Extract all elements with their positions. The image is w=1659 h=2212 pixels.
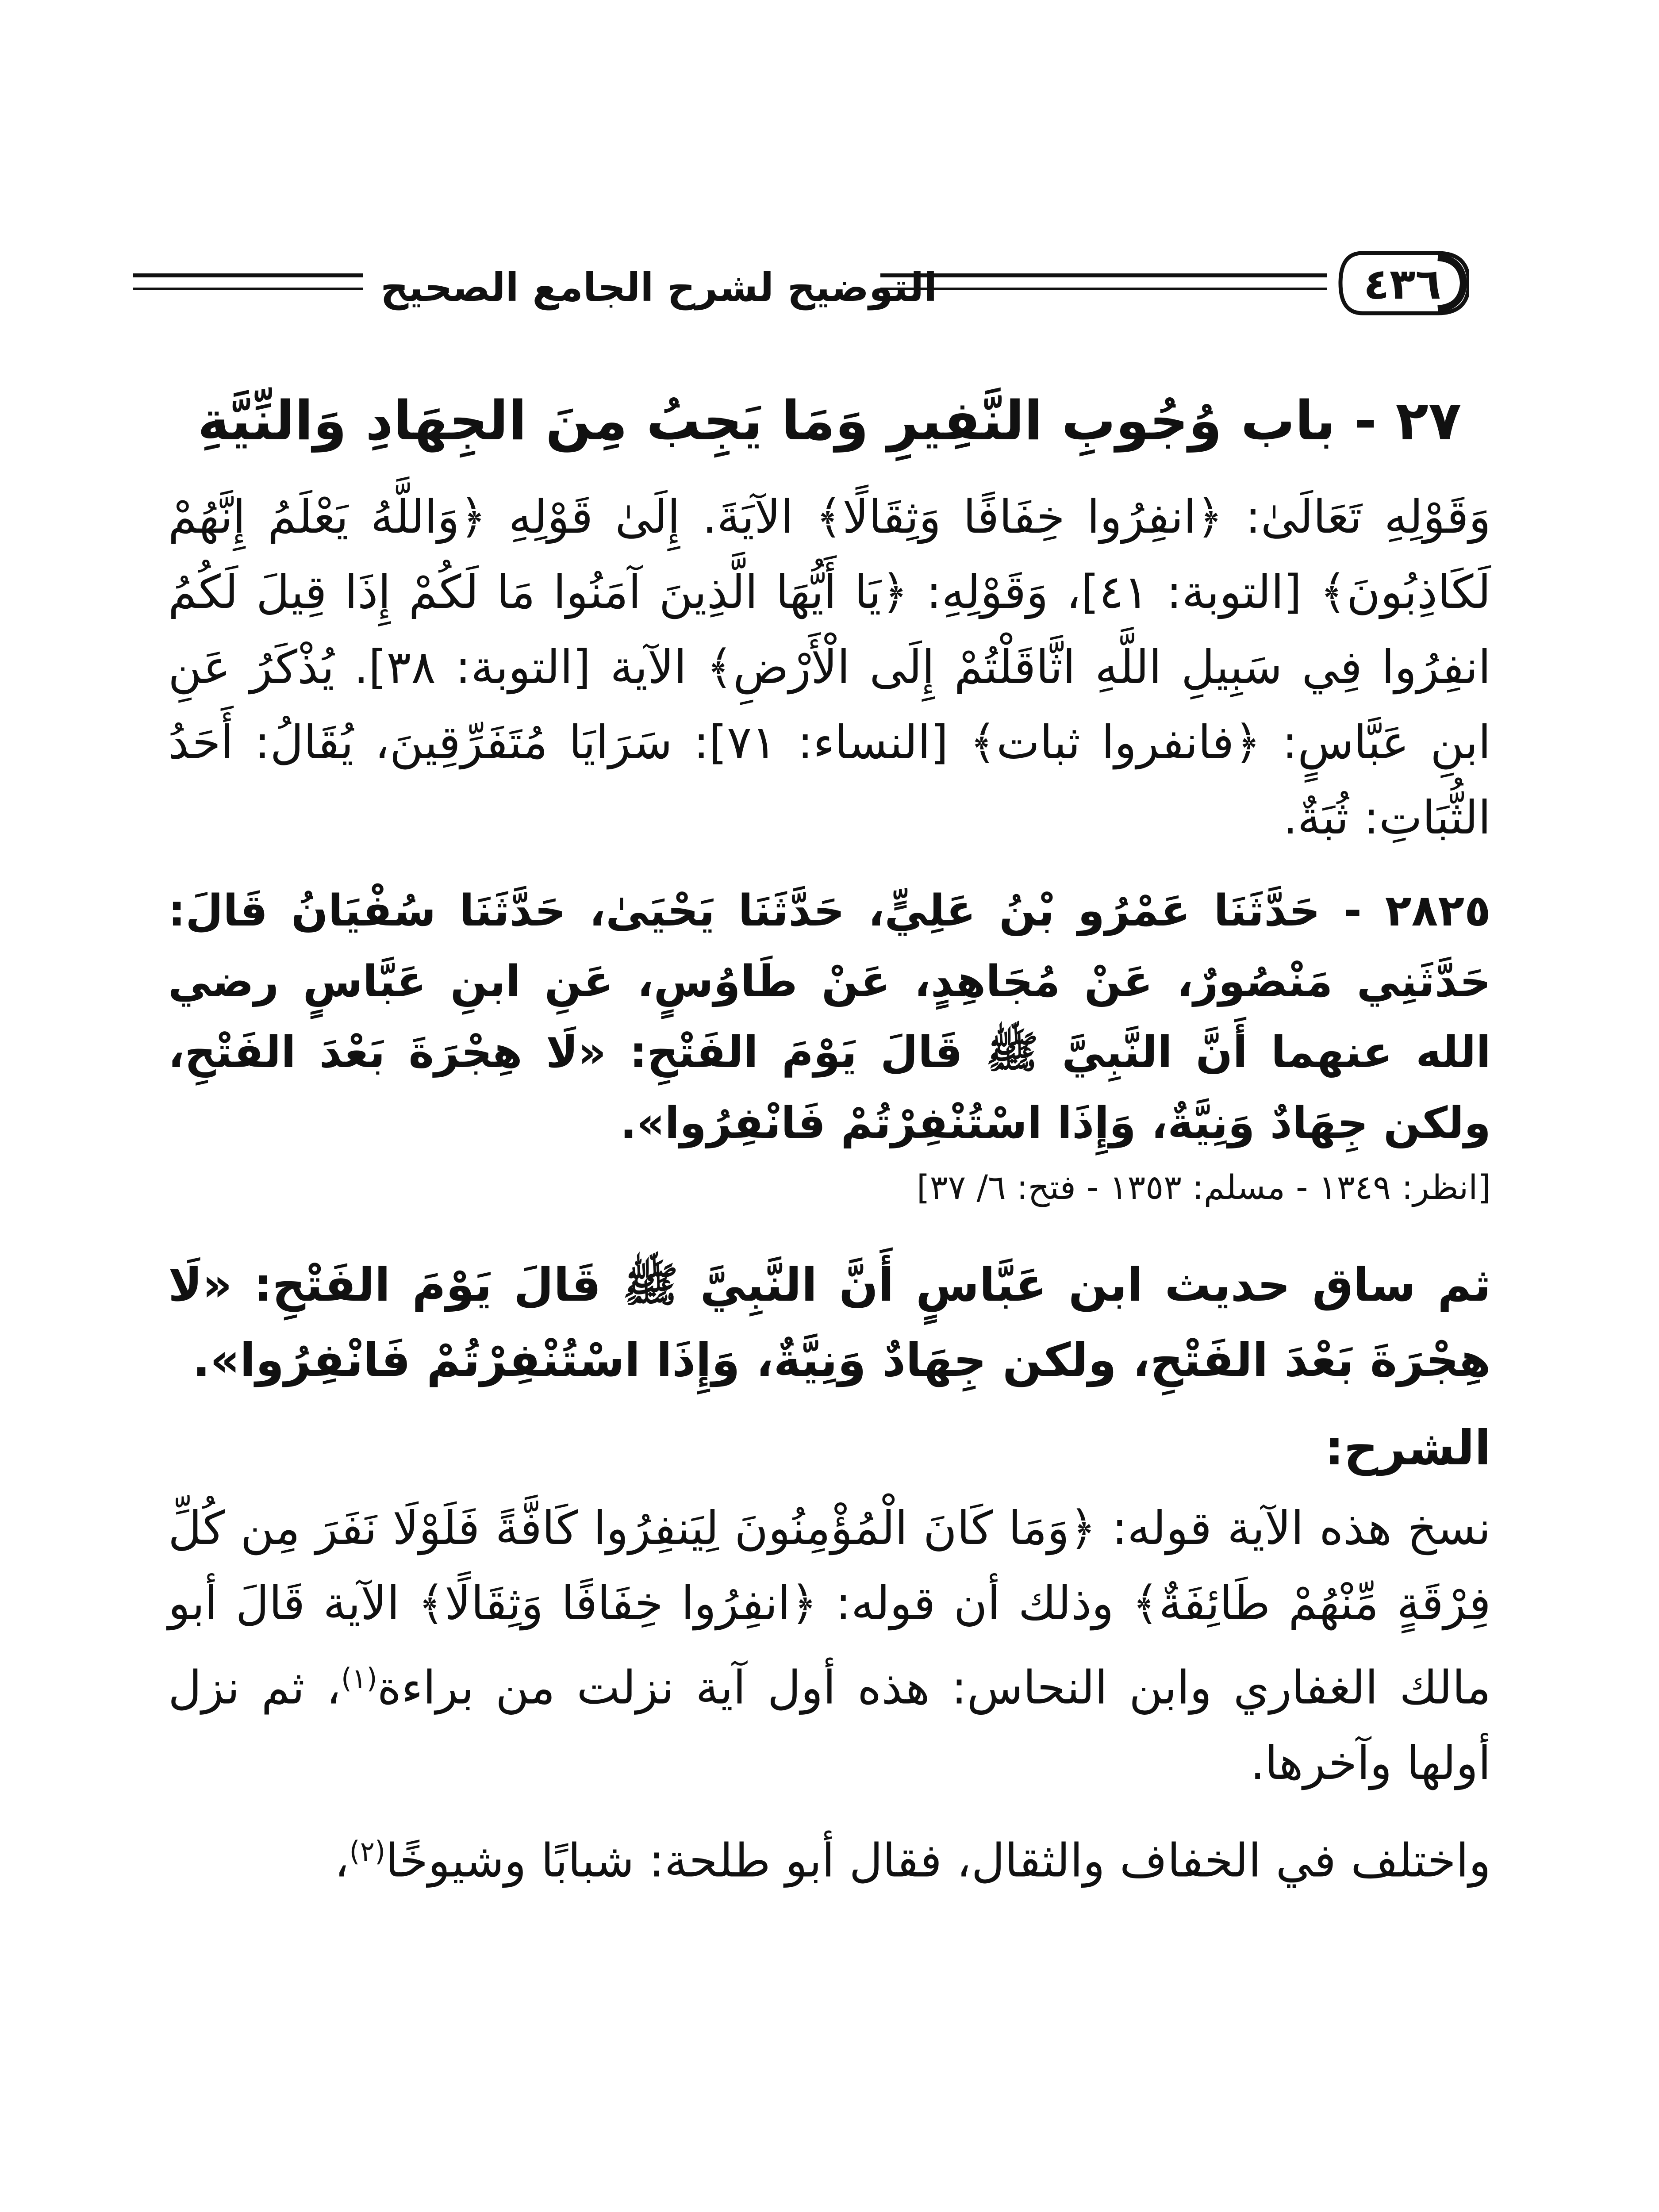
running-header — [133, 248, 1495, 336]
commentary-paragraph-3-text: واختلف في الخفاف والثقال، فقال أبو طلحة: شبابًا وشيوخًا — [385, 1833, 1491, 1888]
commentary-paragraph-1: ثم ساق حديث ابن عَبَّاسٍ أَنَّ النَّبِيَّ ﷺ قَالَ يَوْمَ الفَتْحِ: «لَا هِجْرَةَ بَعْدَ الفَتْحِ، ولكن جِهَادٌ وَنِيَّةٌ، وَإِذَا اسْتُنْفِرْتُمْ فَانْفِرُوا». — [168, 1258, 1491, 1387]
header-rule-left-top — [133, 273, 363, 277]
footnote-marker-1: (١) — [341, 1662, 377, 1694]
page-number: ٤٣٦ — [1363, 259, 1441, 309]
commentary-paragraph-2-tail: ، ثم نزل أولها وآخرها. — [168, 1660, 1491, 1790]
page-body — [168, 380, 1491, 1898]
header-rule-left-bottom — [133, 288, 363, 290]
intro-paragraph: وَقَوْلِهِ تَعَالَىٰ: ﴿انفِرُوا خِفَافًا وَثِقَالًا﴾ الآيَةَ. إِلَىٰ قَوْلِهِ ﴿وَاللَّهُ يَعْلَمُ إِنَّهُمْ لَكَاذِبُونَ﴾ [التوبة: ٤١]، وَقَوْلِهِ: ﴿يَا أَيُّهَا الَّذِينَ آمَنُوا مَا لَكُمْ إِذَا قِيلَ لَكُمُ انفِرُوا فِي سَبِيلِ اللَّهِ اثَّاقَلْتُمْ إِلَى الْأَرْضِ﴾ الآية [التوبة: ٣٨]. يُذْكَرُ عَنِ ابنِ عَبَّاسٍ: ﴿فانفروا ثبات﴾ [النساء: ٧١]: سَرَايَا مُتَفَرِّقِينَ، يُقَالُ: أَحَدُ الثُّبَاتِ: ثُبَةٌ. — [168, 490, 1491, 845]
commentary-paragraph-2 — [168, 1490, 1491, 1801]
header-rule-middle-top — [880, 273, 1327, 277]
spacer — [168, 1216, 1491, 1247]
commentary-paragraph-3 — [168, 1814, 1491, 1898]
commentary-paragraph-2-text: نسخ هذه الآية قوله: ﴿وَمَا كَانَ الْمُؤْمِنُونَ لِيَنفِرُوا كَافَّةً فَلَوْلَا نَفَرَ مِن كُلِّ فِرْقَةٍ مِّنْهُمْ طَائِفَةٌ﴾ وذلك أن قوله: ﴿انفِرُوا خِفَافًا وَثِقَالًا﴾ الآية قَالَ أبو مالك الغفاري وابن النحاس: هذه أول آية نزلت من براءة — [168, 1501, 1491, 1715]
footnote-marker-2: (٢) — [349, 1835, 386, 1867]
commentary-paragraph-3-tail: ، — [334, 1833, 349, 1888]
chapter-title: ٢٧ - باب وُجُوبِ النَّفِيرِ وَمَا يَجِبُ مِنَ الجِهَادِ وَالنِّيَّةِ — [197, 389, 1462, 452]
hadith-text: ٢٨٢٥ - حَدَّثَنَا عَمْرُو بْنُ عَلِيٍّ، حَدَّثَنَا يَحْيَىٰ، حَدَّثَنَا سُفْيَانُ قَالَ: حَدَّثَنِي مَنْصُورٌ، عَنْ مُجَاهِدٍ، عَنْ طَاوُسٍ، عَنِ ابنِ عَبَّاسٍ رضي الله عنهما أَنَّ النَّبِيَّ ﷺ قَالَ يَوْمَ الفَتْحِ: «لَا هِجْرَةَ بَعْدَ الفَتْحِ، ولكن جِهَادٌ وَنِيَّةٌ، وَإِذَا اسْتُنْفِرْتُمْ فَانْفِرُوا». — [168, 886, 1491, 1148]
book-title: التوضيح لشرح الجامع الصحيح — [380, 265, 937, 310]
commentary-label: الشرح: — [1325, 1421, 1491, 1476]
page-number-badge — [1336, 248, 1469, 319]
hadith-reference: [انظر: ١٣٤٩ - مسلم: ١٣٥٣ - فتح: ٦/ ٣٧] — [916, 1167, 1491, 1207]
header-rule-middle-bottom — [880, 288, 1327, 290]
